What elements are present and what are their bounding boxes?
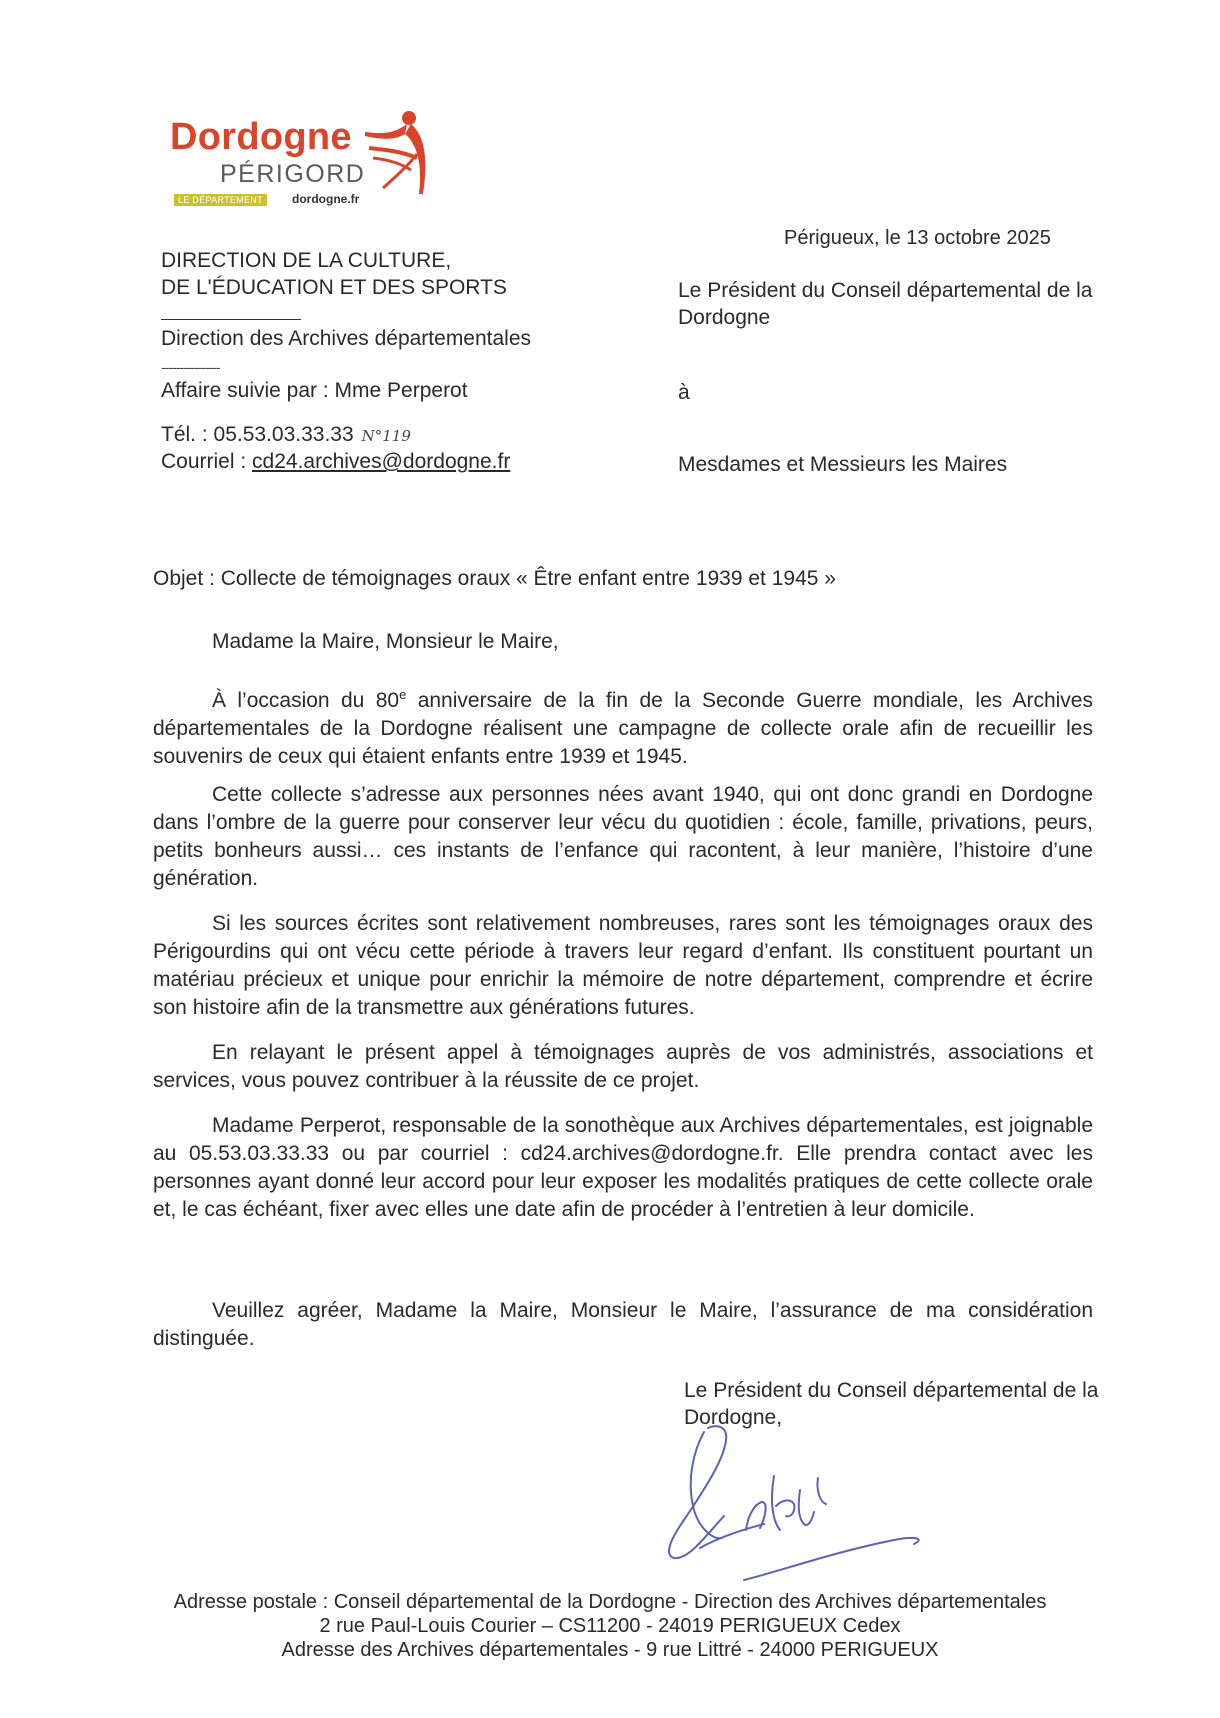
direction-heading: [161, 247, 507, 301]
sender-title: Le Président du Conseil départemental de la Dordogne: [678, 279, 1093, 329]
email-label: Courriel :: [161, 450, 253, 473]
logo-subname: PÉRIGORD: [220, 160, 366, 188]
logo-url: dordogne.fr: [292, 192, 360, 206]
direction-line-1: DIRECTION DE LA CULTURE,: [161, 249, 452, 272]
letter-date: Périgueux, le 13 octobre 2025: [784, 227, 1051, 249]
handwritten-reference: N°119: [361, 427, 411, 445]
email-link[interactable]: cd24.archives@dordogne.fr: [252, 450, 511, 473]
closing-formula: Veuillez agréer, Madame la Maire, Monsieur le Maire, l’assurance de ma considération distinguée.: [153, 1299, 1093, 1350]
signature-title: Le Président du Conseil départemental de la Dordogne,: [684, 1379, 1099, 1429]
email-line: [161, 448, 510, 475]
paragraph-1: À l’occasion du 80e anniversaire de la fin de la Seconde Guerre mondiale, les Archives départementales de la Dordogne réalisent une campagne de collecte orale afin de recueillir les souvenirs de ceux qui étaient enfants entre 1939 et 1945.: [153, 687, 1093, 768]
service-separator: ----------------: [161, 359, 220, 375]
footer-line-2: 2 rue Paul-Louis Courier – CS11200 - 24019 PERIGUEUX Cedex: [319, 1615, 901, 1637]
case-handler: Affaire suivie par : Mme Perperot: [161, 379, 468, 402]
paragraph-3: Si les sources écrites sont relativement nombreuses, rares sont les témoignages oraux des Périgourdins qui ont vécu cette période à travers leur regard d’enfant. Ils constituent pourtant un matériau précieux et unique pour enrichir la mémoire de notre département, comprendre et écrire son histoire afin de la transmettre aux générations futures.: [153, 912, 1093, 1019]
paragraph-5: Madame Perperot, responsable de la sonothèque aux Archives départementales, est joignable au 05.53.03.33.33 ou par courriel : cd24.archives@dordogne.fr. Elle prendra contact avec les personnes ayant donné leur accord pour leur exposer les modalités pratiques de cette collecte orale et, le cas échéant, fixer avec elles une date afin de procéder à l’entretien à leur domicile.: [153, 1114, 1093, 1221]
service-name: Direction des Archives départementales: [161, 327, 532, 350]
telephone-line: [161, 421, 411, 450]
dordogne-logo: [168, 100, 448, 212]
paragraph-2: Cette collecte s’adresse aux personnes nées avant 1940, qui ont donc grandi en Dordogne dans l’ombre de la guerre pour conserver leur vécu du quotidien : école, famille, privations, peurs, petits bonheurs aussi… ces instants de l’enfance qui racontent, à leur manière, l’histoire d’une génération.: [153, 783, 1093, 890]
telephone-number: Tél. : 05.53.03.33.33: [161, 423, 354, 446]
subject-line: Objet : Collecte de témoignages oraux « Être enfant entre 1939 et 1945 »: [153, 567, 836, 590]
logo-name: Dordogne: [170, 116, 352, 158]
footer-line-3: Adresse des Archives départementales - 9 rue Littré - 24000 PERIGUEUX: [281, 1639, 939, 1661]
footer-address: [0, 1590, 1220, 1662]
footer-line-1: Adresse postale : Conseil départemental de la Dordogne - Direction des Archives départementales: [173, 1591, 1047, 1613]
recipient-name: Mesdames et Messieurs les Maires: [678, 453, 1008, 476]
header-divider: [161, 319, 301, 320]
salutation: Madame la Maire, Monsieur le Maire,: [212, 630, 559, 653]
logo-figure-icon: [363, 104, 443, 204]
handwritten-signature: [664, 1420, 944, 1590]
logo-tag: LE DÉPARTEMENT: [174, 194, 267, 206]
paragraph-4: En relayant le présent appel à témoignages auprès de vos administrés, associations et services, vous pouvez contribuer à la réussite de ce projet.: [153, 1041, 1093, 1092]
direction-line-2: DE L'ÉDUCATION ET DES SPORTS: [161, 276, 507, 299]
to-word: à: [678, 381, 690, 404]
